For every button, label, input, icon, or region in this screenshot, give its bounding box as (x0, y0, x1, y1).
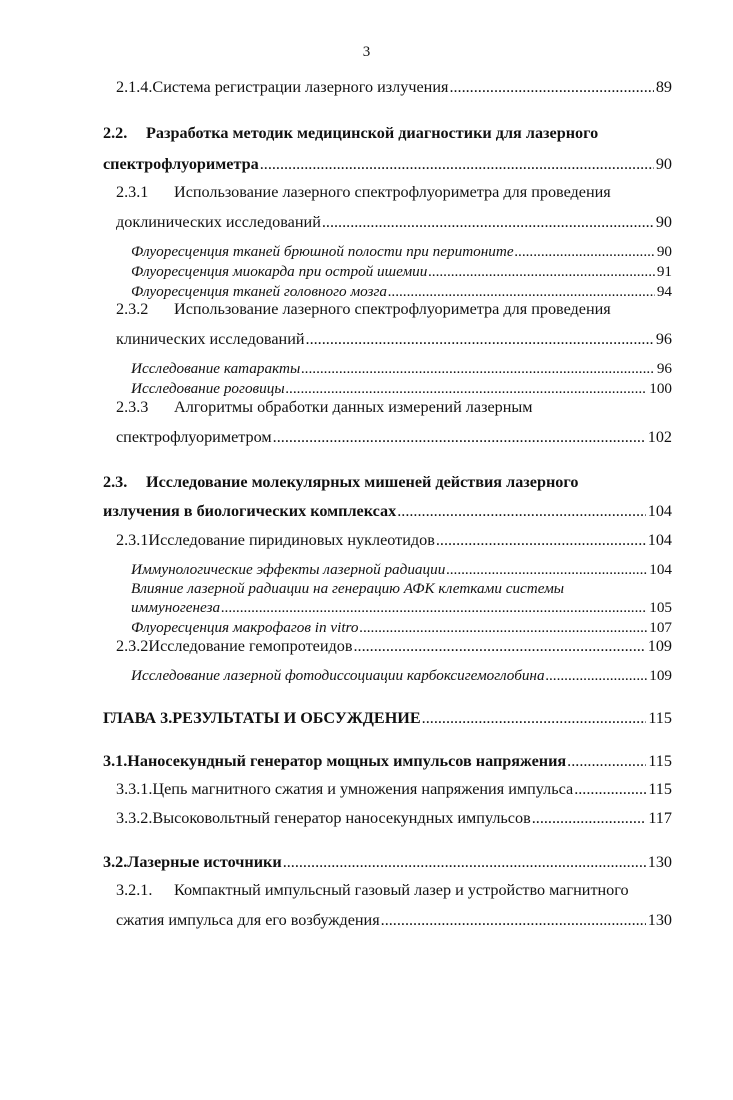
toc-title: Система регистрации лазерного излучения (152, 78, 449, 96)
toc-page: 94 (656, 283, 672, 300)
toc-title: Использование лазерного спектрофлуориметра для проведения (174, 300, 611, 318)
toc-entry[interactable] (103, 752, 672, 771)
toc-title-cont: клинических исследований (116, 330, 305, 348)
toc-entry[interactable] (116, 213, 672, 232)
toc-entry[interactable] (116, 809, 672, 828)
leader-dots (574, 780, 646, 799)
toc-page: 117 (648, 809, 672, 827)
toc-title: Исследование молекулярных мишеней действия лазерного (146, 473, 579, 491)
leader-dots (446, 561, 647, 579)
toc-entry[interactable] (116, 637, 672, 656)
leader-dots (515, 243, 655, 261)
leader-dots (301, 360, 655, 378)
toc-entry-line1[interactable] (116, 183, 611, 202)
toc-number: 3.2. (103, 853, 128, 871)
page-number: 3 (362, 44, 371, 60)
toc-title-cont: излучения в биологических комплексах (103, 502, 397, 520)
toc-page: 109 (649, 667, 672, 684)
toc-number: 3.3.1. (116, 780, 153, 798)
toc-page: 115 (648, 752, 672, 770)
toc-entry-line1[interactable] (116, 881, 629, 900)
toc-title: Исследование пиридиновых нуклеотидов (148, 531, 435, 549)
toc-page: 90 (655, 213, 672, 231)
toc-page: 104 (647, 531, 672, 549)
toc-entry[interactable] (116, 531, 672, 550)
leader-dots (567, 752, 646, 771)
toc-entry-line1[interactable] (131, 580, 564, 598)
toc-entry[interactable] (131, 360, 672, 378)
toc-title: Исследование роговицы (131, 380, 285, 397)
toc-entry[interactable] (116, 428, 672, 447)
toc-entry[interactable] (103, 853, 672, 872)
toc-page: 89 (655, 78, 672, 96)
leader-dots (286, 380, 648, 398)
toc-title: Алгоритмы обработки данных измерений лазерным (174, 398, 533, 416)
toc-entry[interactable] (131, 243, 672, 261)
toc-title: Лазерные источники (127, 853, 282, 871)
toc-title-cont: спектрофлуориметром (116, 428, 272, 446)
leader-dots (322, 213, 654, 232)
leader-dots (283, 853, 646, 872)
toc-title: Флуоресценция тканей брюшной полости при перитоните (131, 243, 514, 260)
toc-number: 2.2. (103, 124, 128, 142)
toc-number: 2.3.2 (116, 637, 149, 655)
toc-number: 2.1.4. (116, 78, 153, 96)
toc-page: 130 (647, 911, 672, 929)
toc-entry-line1[interactable] (103, 473, 578, 492)
toc-title: Высоковольтный генератор наносекундных импульсов (152, 809, 531, 827)
leader-dots (449, 78, 653, 97)
leader-dots (306, 330, 654, 349)
toc-title: Влияние лазерной радиации на генерацию АФК клетками системы (131, 580, 565, 597)
leader-dots (436, 531, 646, 550)
toc-page: 115 (648, 780, 672, 798)
toc-number: 3.3.2. (116, 809, 153, 827)
toc-page: 102 (647, 428, 672, 446)
toc-title: Использование лазерного спектрофлуориметра для проведения (174, 183, 611, 201)
toc-entry[interactable] (116, 330, 672, 349)
toc-entry[interactable] (131, 380, 672, 398)
leader-dots (532, 809, 647, 828)
toc-number: 3.1. (103, 752, 128, 770)
toc-entry[interactable] (131, 619, 672, 637)
toc-page: 96 (656, 360, 672, 377)
toc-number: 2.3.1 (116, 183, 149, 201)
toc-page: 104 (647, 502, 672, 520)
toc-title: РЕЗУЛЬТАТЫ И ОБСУЖДЕНИЕ (172, 709, 421, 727)
toc-title-cont: доклинических исследований (116, 213, 321, 231)
leader-dots (397, 502, 645, 521)
toc-entry[interactable] (103, 155, 672, 174)
toc-number: ГЛАВА 3. (103, 709, 173, 727)
toc-page: 90 (655, 155, 672, 173)
toc-number: 2.3.3 (116, 398, 149, 416)
toc-title: Флуоресценция миокарда при острой ишемии (131, 263, 428, 280)
toc-entry[interactable] (131, 263, 672, 281)
toc-title: Разработка методик медицинской диагностики для лазерного (146, 124, 599, 142)
toc-number: 2.3. (103, 473, 128, 491)
toc-chapter-entry[interactable] (103, 709, 672, 728)
toc-entry[interactable] (116, 780, 672, 799)
toc-title: Исследование лазерной фотодиссоциации карбоксигемоглобина (131, 667, 545, 684)
toc-entry[interactable] (131, 561, 672, 579)
toc-title-cont: спектрофлуориметра (103, 155, 259, 173)
leader-dots (353, 637, 645, 656)
toc-page: 104 (649, 561, 672, 578)
toc-number: 2.3.2 (116, 300, 149, 318)
leader-dots (546, 667, 648, 685)
leader-dots (422, 709, 647, 728)
toc-page: 100 (649, 380, 672, 397)
toc-title-cont: иммуногенеза (131, 599, 221, 616)
toc-title: Компактный импульсный газовый лазер и устройство магнитного (174, 881, 629, 899)
toc-entry[interactable] (131, 283, 672, 301)
toc-title: Исследование катаракты (131, 360, 301, 377)
toc-title: Флуоресценция макрофагов in vitro (131, 619, 359, 636)
toc-page: 115 (648, 709, 672, 727)
toc-entry[interactable] (103, 502, 672, 521)
toc-entry[interactable] (131, 599, 672, 617)
toc-number: 2.3.1 (116, 531, 149, 549)
toc-entry-line1[interactable] (116, 398, 533, 417)
toc-page: 130 (647, 853, 672, 871)
toc-entry[interactable] (131, 667, 672, 685)
toc-title-cont: сжатия импульса для его возбуждения (116, 911, 380, 929)
toc-title: Иммунологические эффекты лазерной радиации (131, 561, 446, 578)
toc-page: 91 (656, 263, 672, 280)
toc-page: 105 (649, 599, 672, 616)
toc-entry[interactable] (116, 911, 672, 930)
toc-page: 96 (655, 330, 672, 348)
leader-dots (381, 911, 646, 930)
toc-entry-line1[interactable] (103, 124, 598, 143)
toc-title: Флуоресценция тканей головного мозга (131, 283, 387, 300)
leader-dots (260, 155, 654, 174)
leader-dots (273, 428, 646, 447)
toc-title: Исследование гемопротеидов (148, 637, 353, 655)
toc-title: Наносекундный генератор мощных импульсов напряжения (127, 752, 567, 770)
leader-dots (428, 263, 654, 281)
toc-page: 109 (647, 637, 672, 655)
toc-page: 107 (649, 619, 672, 636)
leader-dots (388, 283, 655, 301)
toc-title: Цепь магнитного сжатия и умножения напряжения импульса (152, 780, 574, 798)
toc-number: 3.2.1. (116, 881, 153, 899)
leader-dots (221, 599, 647, 617)
leader-dots (360, 619, 648, 637)
toc-entry-line1[interactable] (116, 300, 611, 319)
toc-page: 90 (656, 243, 672, 260)
toc-entry[interactable] (116, 78, 672, 97)
